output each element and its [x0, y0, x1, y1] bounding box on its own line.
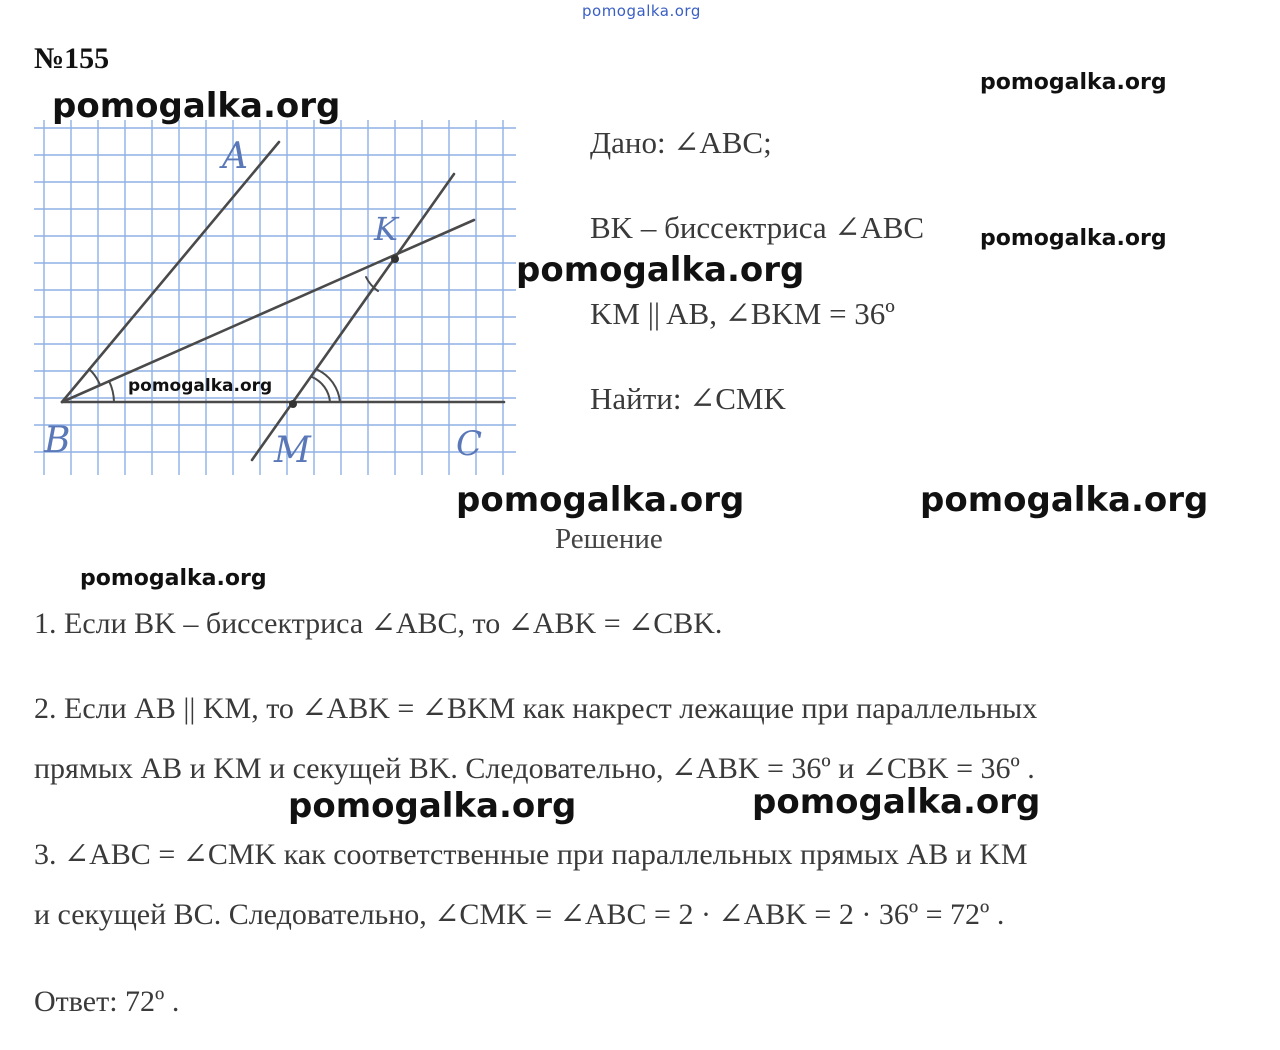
ray-ba [62, 142, 279, 402]
watermark: pomogalka.org [920, 480, 1209, 520]
watermark: pomogalka.org [456, 480, 745, 520]
solution-step-3-line-1: 3. ∠ABC = ∠CMK как соответственные при параллельных прямых AB и KM [34, 838, 1028, 871]
header-site-watermark: pomogalka.org [582, 2, 701, 20]
watermark: pomogalka.org [80, 566, 267, 591]
label-c: C [456, 424, 483, 464]
ray-bk [62, 220, 474, 402]
label-b: B [44, 420, 71, 461]
watermark: pomogalka.org [288, 786, 577, 826]
watermark: pomogalka.org [980, 70, 1167, 95]
solution-step-1: 1. Если BK – биссектриса ∠ABC, то ∠ABK = ∠CBK. [34, 607, 723, 640]
point-k [391, 255, 399, 263]
watermark: pomogalka.org [128, 376, 273, 396]
given-line-1: Дано: ∠ABC; [590, 125, 772, 160]
watermark: pomogalka.org [52, 86, 341, 126]
watermark: pomogalka.org [980, 226, 1167, 251]
find-line: Найти: ∠CMK [590, 381, 786, 416]
point-m [289, 400, 297, 408]
grid-paper [34, 120, 516, 475]
label-m: M [274, 430, 311, 471]
given-line-2: BK – биссектриса ∠ABC [590, 210, 925, 245]
problem-number: №155 [34, 42, 110, 75]
solution-step-2-line-1: 2. Если AB || KM, то ∠ABK = ∠BKM как накрест лежащие при параллельных [34, 692, 1038, 725]
watermark: pomogalka.org [752, 782, 1041, 822]
given-line-3: KM || AB, ∠BKM = 36º [590, 296, 895, 331]
answer: Ответ: 72º . [34, 985, 180, 1018]
solution-step-2-line-2: прямых AB и KM и секущей BK. Следовательно, ∠ABK = 36º и ∠CBK = 36º . [34, 752, 1035, 785]
figure-lines [62, 142, 504, 460]
angle-arc-b2 [109, 381, 114, 402]
label-a: A [222, 136, 248, 177]
solution-step-3-line-2: и секущей BC. Следовательно, ∠CMK = ∠ABC = 2 · ∠ABK = 2 · 36º = 72º . [34, 898, 1005, 931]
watermark: pomogalka.org [516, 250, 805, 290]
geometry-figure [34, 120, 519, 480]
label-k: K [374, 210, 398, 248]
solution-heading: Решение [555, 523, 663, 555]
